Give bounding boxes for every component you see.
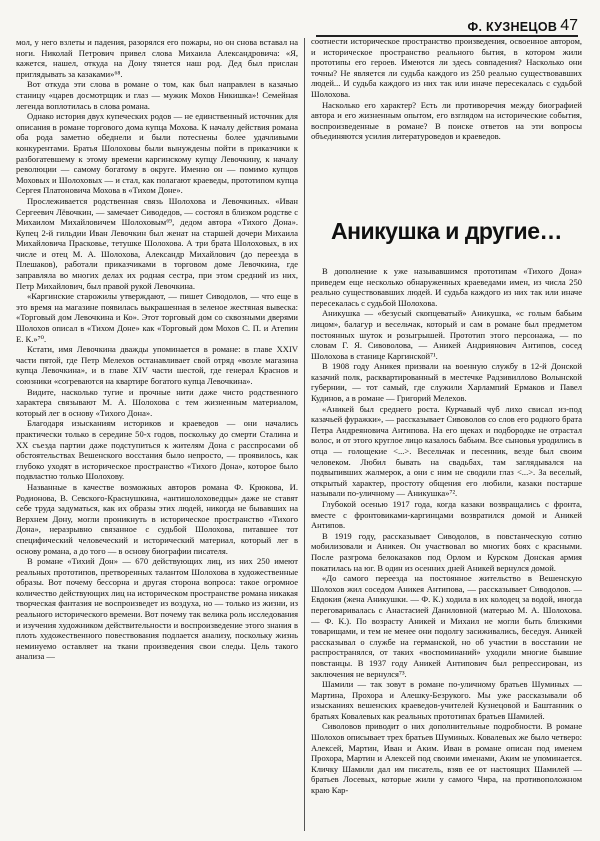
- paragraph: Вот откуда эти слова в романе о том, как был направлен в казачью станицу «царев досмотрщик и глаз — мужик Мохов Никишка»! Семейная легенда воплотилась в слова романа.: [16, 79, 298, 111]
- paragraph: Аникушка — «безусый скопцеватый» Аникушка, «с голым бабьим лицом», балагур и весельчак, который и сам в романе был предметом постоянных шуток и розыгрышей. Прототип этого персонажа, — по словам Г. Я. Сивоволова, — Аникей Андриянович Антипов, сосед Шолохова в станице Каргинской⁷¹.: [311, 308, 582, 361]
- paragraph: В романе «Тихий Дон» — 670 действующих лиц, из них 250 имеют реальных прототипов, претворенных талантом Шолохова в художественные образы. Вот почему бессорна и другая сторона вопроса: такое огромное количество действующих лиц на историческом пространстве романа никакая творческая фантазия не воспроизведет из воздуха, но — только из жизни, из реального исторического времени. Вот почему так велика роль исследования и изучения художником действительности и воспроизведение этого знания в плоть художественного повествования подлается анализу, поскольку жизнь неминуемо оставляет на ткани произведения свои следы. Цель такого анализа —: [16, 556, 298, 662]
- paragraph: «Аникей был среднего роста. Курчавый чуб лихо свисал из-под казачьей фуражки», — рассказывает Сивоволов со слов его родного брата Петра Андреяновича Антипова. На его щеках и подбородке не отрастал волос, и от этого круглое лицо казалось бабьим. Все сыновья уродились в отца — голощекие <...>. Весельчак и песенник, везде был своим человеком. Любил бывать на свадьбах, там заглядывался на подвыпивших жалмерок, а они с ним не сводили глаз <...>. За веселый, открытый характер, простоту общения его любили, казаки постарше называли по-уличному — Аникушка»⁷².: [311, 403, 582, 499]
- paragraph: Шамили — так зовут в романе по-уличному братьев Шуминых — Мартина, Прохора и Алешку-Безрукого. Мы уже рассказывали об изысканиях вешенских краеведов-учителей Кузнецовой и Баштанник о братьях Ковалевых как реальных прототипах братьев Шамилей.: [311, 679, 582, 721]
- paragraph: В 1919 году, рассказывает Сиводолов, в повстанческую сотню мобилизовали и Аникея. Он участвовал во многих боях с красными. После разгрома белоказаков под Орлом и Курском Донская армия покатилась на юг. В один из осенних дней Аникей вернулся домой.: [311, 530, 582, 573]
- paragraph: Кстати, имя Левочкина дважды упоминается в романе: в главе XXIV части пятой, где Петр Мелехов останавливает свой отряд «возле магазина купца Левочкина», и в главе XIV части шестой, где генерал Краснов и союзники «согреваются на квартире богатого купца Левочкина».: [16, 344, 298, 386]
- paragraph: «Каргинские старожилы утверждают, — пишет Сиводолов, — что еще в это время на магазине появилась выкрашенная в зеленое жестяная вывеска: «Торговый дом Левочкина и Ко». Этот торговый дом со сквозными дверями Шолохов описал в «Тихом Доне» как «Торговый дом Мохов С. П. и Атепин Е. К.»⁷⁰.: [16, 291, 298, 344]
- paragraph: В 1908 году Аникея призвали на военную службу в 12-й Донской казачий полк, расквартированный в местечке Радзивиллово Волынской губернии, — тот самый, где служили Харлампий Ермаков и Павел Кудинов, а в романе — Григорий Мелехов.: [311, 361, 582, 404]
- paragraph: Однако история двух купеческих родов — не единственный источник для описания в романе торгового дома купца Мохова. К началу действия романа оба рода заметно обеднели и были потеснены более удачливыми конкурентами. Братья Шолоховы были вынуждены пойти в приказчики к разбогатевшему к этому времени каргинскому купцу Левочкину, к началу революции — самому богатому в округе. Именно он — помимо купцов Моховых и Шолоховых — и стал, как полагают краеведы, прототипом купца Сергея Платоновича Мохова в «Тихом Доне».: [16, 111, 298, 196]
- running-head-author: Ф. КУЗНЕЦОВ: [467, 20, 558, 34]
- left-column: [16, 36, 298, 833]
- paragraph: Благодаря изысканиям историков и краеведов — они начались практически только в середине 50-х годов, поскольку до смерти Сталина и XX съезда партии даже подступиться к жителям Дона с расспросами об обстоятельствах Вешенского восстания было непросто, — проявилось, как глубоко уходят в историческое пространство «Тихого Дона», которое было подвластно только Шолохову.: [16, 418, 298, 482]
- section-title: Аникушка и другие…: [331, 217, 562, 244]
- paragraph: Видите, насколько тугие и прочные нити даже чисто родственного характера связывают М. А. Шолохова с тем жизненным материалом, который лег в основу «Тихого Дона».: [16, 386, 298, 418]
- column-divider: [304, 38, 305, 831]
- paragraph: Прослеживается родственная связь Шолохова и Левочкиных. «Иван Сергеевич Лёвочкин, — замечает Сиводедов, — состоял в близком родстве с Михаилом Михайловичем Шолоховым⁶⁹, дедом автора «Тихого Дона». Купец 2-й гильдии Иван Левочкин был женат на старшей дочери Михаила Михайловича Прасковье, тетушке Шолохова. А три брата Шолоховых, в их числе и отец М. А. Шолохова, Александр Михайлович (до переезда в Плешаков), работали приказчиками в торговом доме Левочкина, где заправляла во многих делах их родная сестра, при этом средний из них, Петр Михайлович, был правой рукой Левочкина.: [16, 195, 298, 291]
- page-number: 47: [560, 17, 578, 34]
- paragraph: мол, у него взлеты и падения, разорялся его пожары, но он снова вставал на ноги. Николай Петрович привел слова Михаила Александровича: «Я, кажется, нашел, откуда на Дону тянется наш род. Дед был прислан приглядывать за казаками»⁶⁸.: [16, 37, 298, 79]
- paragraph: Глубокой осенью 1917 года, когда казаки возвращались с фронта, вместе с фронтовиками-каргинцами возвратился домой и Аникей Антипов.: [311, 499, 582, 531]
- paragraph: Названные в качестве возможных авторов романа Ф. Крюкова, И. Родионова, В. Севского-Краснушкина, «антишолоховедцы» даже не ставят себе труда задуматься, как их образы этих людей, никогда не бывавших на Верхнем Дону, могли проникнуть в историческое пространство «Тихого Дона», неразрывно связанное с судьбой Шолохова, питавшее тот специфический человеческий и исторический материал, который лег в основу романа, а до того — в основу биографии писателя.: [16, 481, 298, 556]
- running-head: [467, 12, 578, 34]
- paragraph: Насколько его характер? Есть ли противоречия между биографией автора и его жизненным опытом, его взглядом на исторические события, воспроизведенные в романе? В поиске ответов на эти вопросы объединяются усилия литературоведов и краеведов.: [311, 99, 582, 142]
- paragraph: «До самого переезда на постоянное жительство в Вешенскую Шолохов жил соседом Аникея Антипова, — рассказывает Сиводолов. — Евдокия (жена Аникушки. — Ф. К.) ходила в их колодец за водой, иногда переговаривалась с Анастасией Даниловной (матерью М. А. Шолохова. — Ф. К.). По возрасту Аникей и Михаил не могли быть близкими товарищами, и тем не менее они подолгу засиживались, беседуя. Аникей рассказывал о службе на германской, но об участии в восстании не распространялся, от таких «воспоминаний» уходили многие бывшие повстанцы. В 1937 году Аникей Антипович был репрессирован, из заключения не вернулся⁷³.: [311, 573, 582, 679]
- paragraph: соотнести историческое пространство произведения, освоенное автором, и историческое пространство реального бытия, в котором жили прототипы его героев. Имеются ли здесь совпадения? Насколько они точны? Не является ли судьба каждого из 250 реально существовавших людей... И судьба каждого из них так или иначе пересекалась с судьбой Шолохова.: [311, 36, 582, 99]
- paragraph: В дополнение к уже называвшимся прототипам «Тихого Дона» приведем еще несколько обнаруженных краеведами имен, из числа 250 реально существовавших людей. И судьба каждого из них так или иначе пересекалась с судьбой Шолохова.: [311, 265, 582, 308]
- right-column: [311, 36, 582, 833]
- paragraph: Сиволовов приводит о них дополнительные подробности. В романе Шолохов описывает трех братьев Шуминых. Ковалевых же было четверо: Алексей, Мартин, Иван и Аким. Иван в романе описан под именем Прохора, Мартин и Алексей под своими именами, Аким не упоминается. Кличку Шамили дал им писатель, взяв ее от настоящих Шамилей — братьев Лосевых, которые жили у самого Чира, на противоположном краю Кар-: [311, 721, 582, 796]
